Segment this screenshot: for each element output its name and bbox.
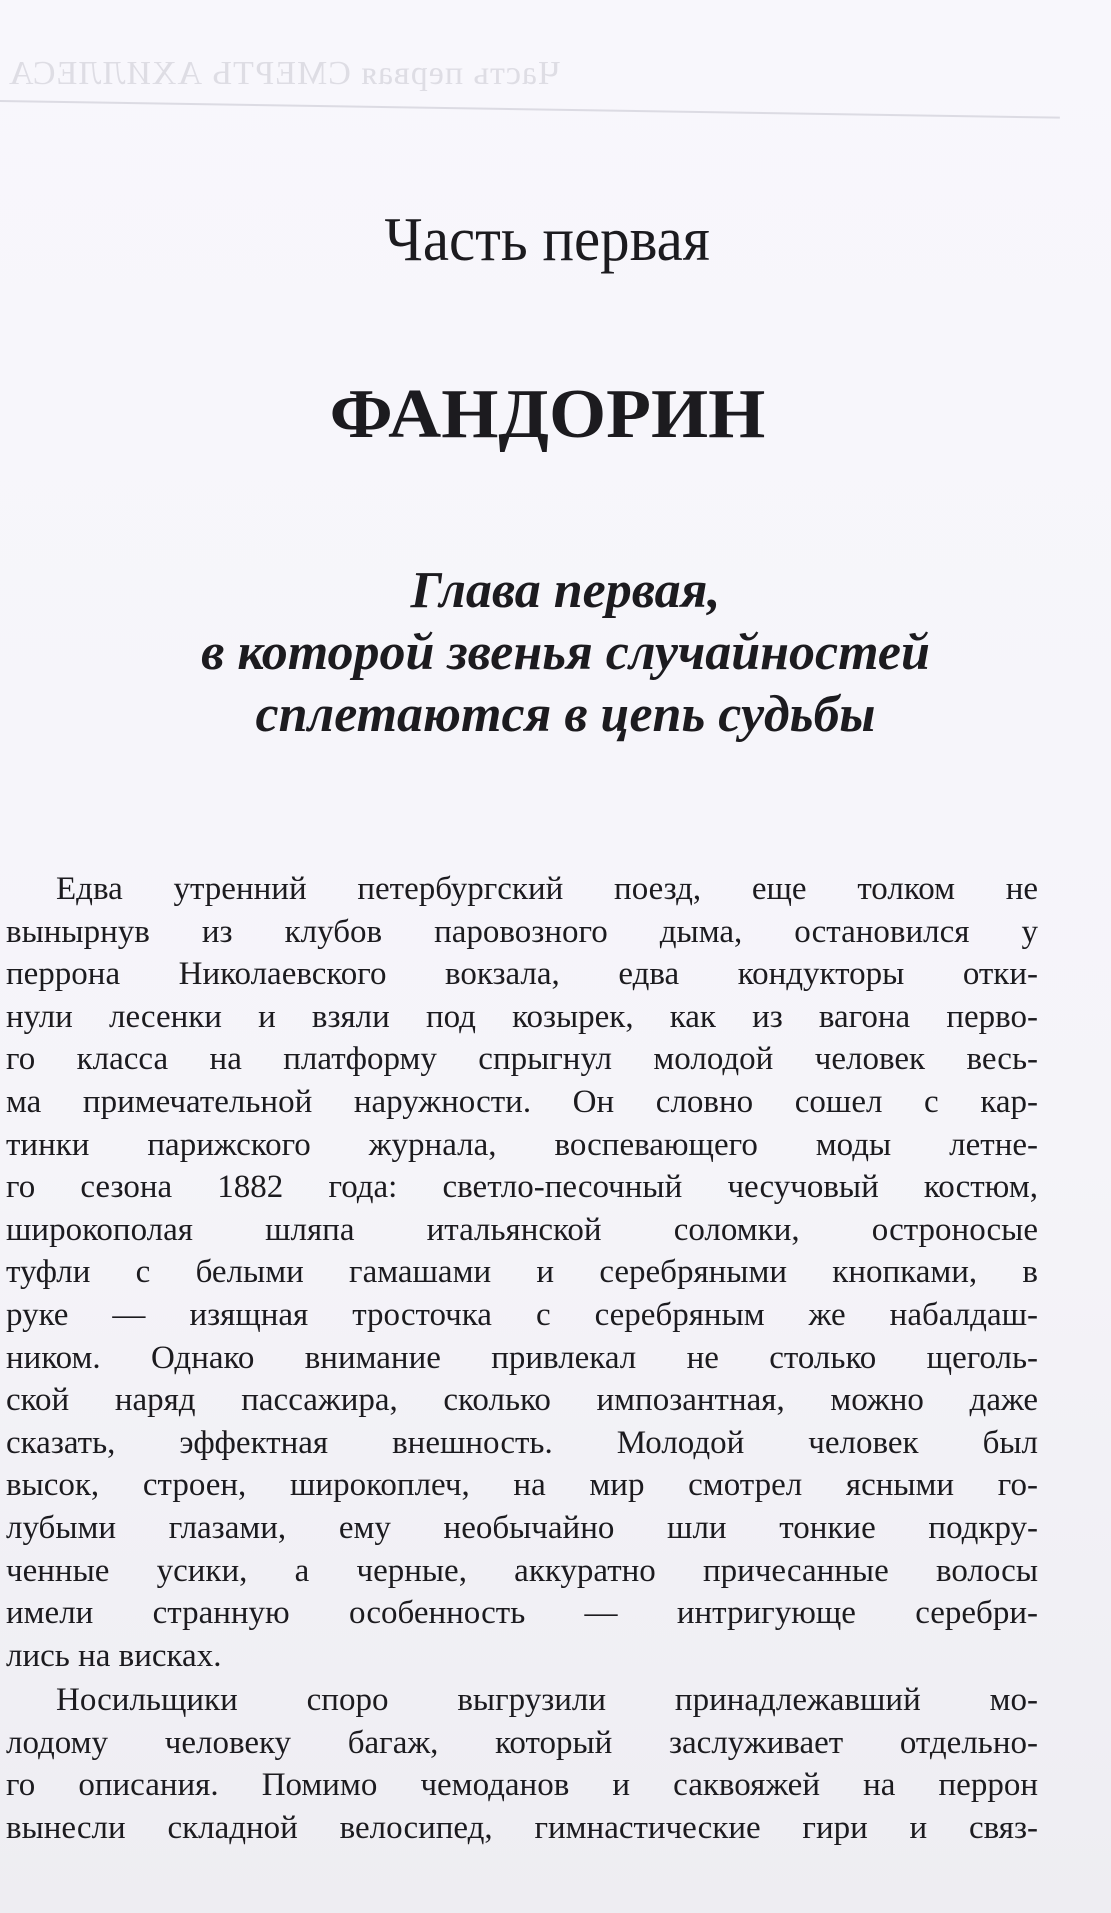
text-line: го класса на платформу спрыгнул молодой человек весь- — [6, 1041, 1038, 1078]
text-line: перрона Николаевского вокзала, едва кондукторы отки- — [6, 956, 1038, 993]
text-line: нули лесенки и взяли под козырек, как из вагона перво- — [6, 998, 1038, 1035]
text-line: сказать, эффектная внешность. Молодой человек был — [6, 1424, 1038, 1461]
text-line: широкополая шляпа итальянской соломки, остроносые — [6, 1211, 1038, 1248]
chapter-title — [0, 560, 1111, 746]
text-line: го сезона 1882 года: светло-песочный чесучовый костюм, — [6, 1169, 1038, 1206]
text-line: лись на висках. — [6, 1637, 222, 1674]
show-through-header-rule — [0, 100, 1060, 119]
paragraph — [6, 1679, 1038, 1849]
text-line: ской наряд пассажира, сколько импозантная, можно даже — [6, 1382, 1038, 1419]
text-line: ма примечательной наружности. Он словно сошел с кар- — [6, 1083, 1038, 1120]
chapter-title-line: в которой звенья случайностей — [201, 624, 930, 681]
text-line: ником. Однако внимание привлекал не столько щеголь- — [6, 1339, 1038, 1376]
text-line: тинки парижского журнала, воспевающего моды летне- — [6, 1126, 1038, 1163]
text-line: Едва утренний петербургский поезд, еще толком не — [56, 871, 1038, 907]
text-line: лубыми глазами, ему необычайно шли тонкие подкру- — [6, 1509, 1038, 1546]
text-line: руке — изящная тросточка с серебряным же набалдаш- — [6, 1296, 1038, 1333]
show-through-running-header: Часть первая СМЕРТЬ АХИЛЛЕСА — [8, 55, 561, 92]
text-line: имели странную особенность — интригующе серебри- — [6, 1595, 1038, 1632]
text-line: вынырнув из клубов паровозного дыма, остановился у — [6, 913, 1038, 950]
text-line: Носильщики споро выгрузили принадлежавший мо- — [56, 1682, 1038, 1719]
text-line: туфли с белыми гамашами и серебряными кнопками, в — [6, 1254, 1038, 1291]
text-line: высок, строен, широкоплеч, на мир смотрел ясными го- — [6, 1467, 1038, 1504]
body-text — [6, 868, 1038, 1850]
chapter-title-line: сплетаются в цепь судьбы — [255, 686, 876, 743]
text-line: ченные усики, а черные, аккуратно причесанные волосы — [6, 1552, 1038, 1589]
chapter-title-line: Глава первая, — [410, 562, 721, 619]
part-title: Часть первая — [384, 206, 711, 274]
text-line: вынесли складной велосипед, гимнастические гири и связ- — [6, 1810, 1038, 1847]
text-line: лодому человеку багаж, который заслуживает отдельно- — [6, 1724, 1038, 1761]
text-line: го описания. Помимо чемоданов и саквояжей на перрон — [6, 1767, 1038, 1804]
paragraph — [6, 868, 1038, 1677]
part-name: ФАНДОРИН — [329, 376, 766, 453]
